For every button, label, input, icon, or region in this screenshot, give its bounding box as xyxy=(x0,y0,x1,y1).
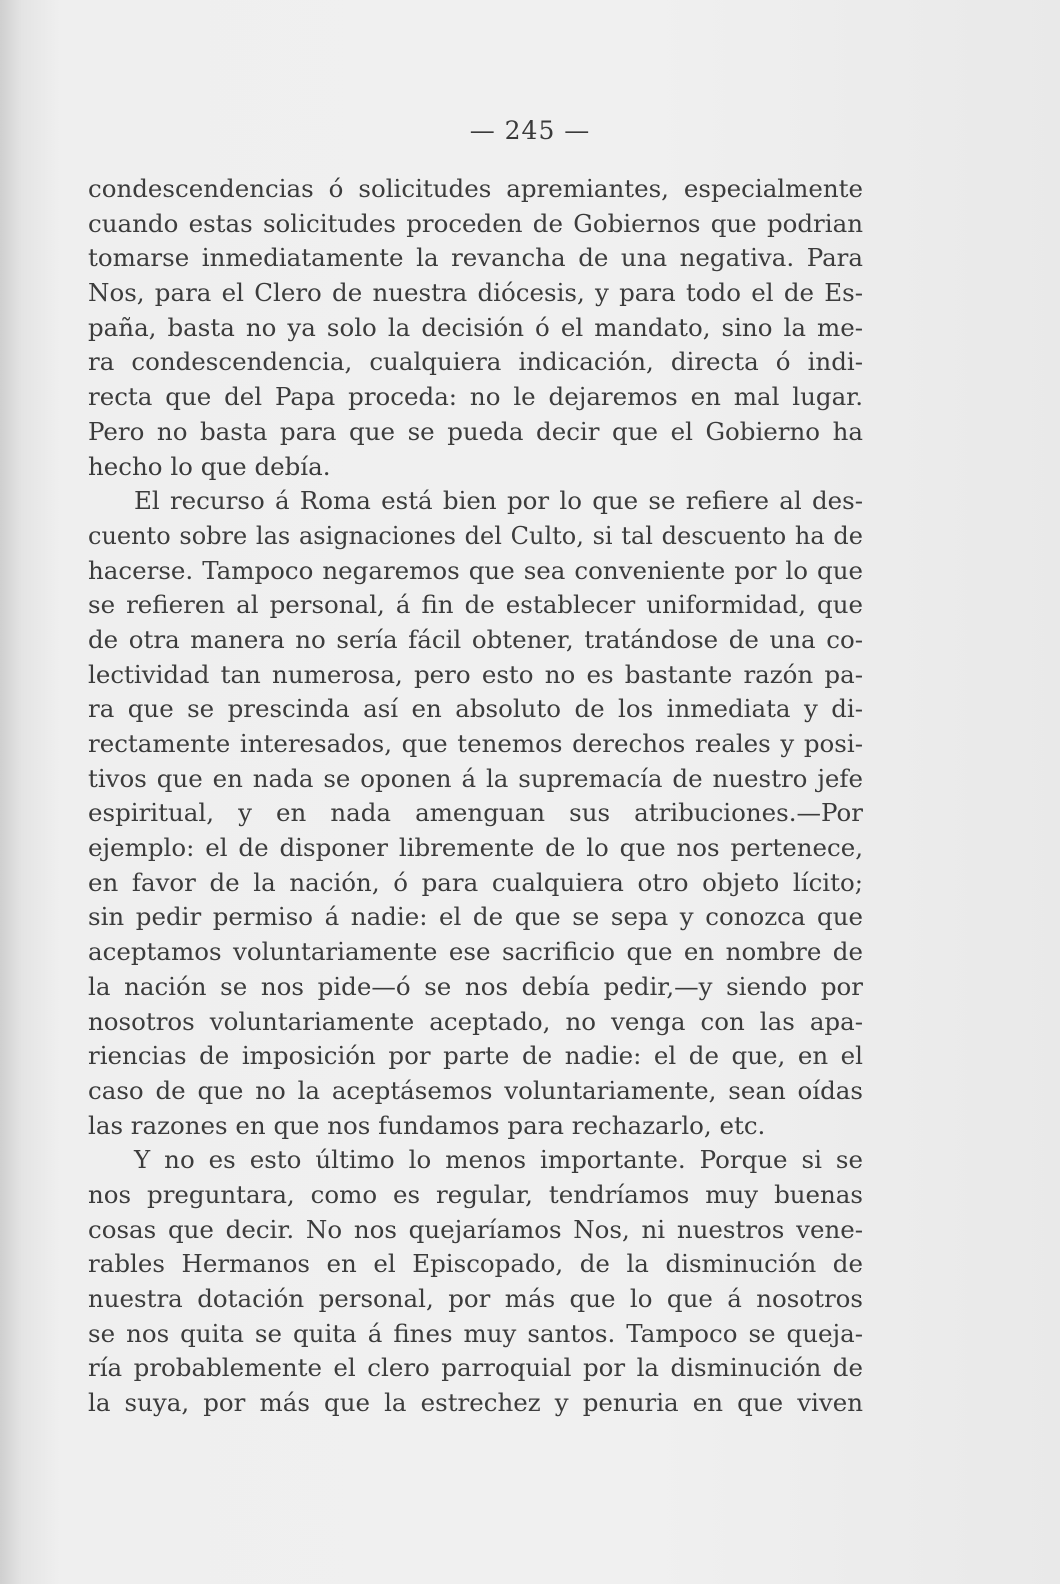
text-line: cuento sobre las asignaciones del Culto, si tal descuento ha de xyxy=(88,521,863,550)
text-line: hecho lo que debía. xyxy=(88,451,331,481)
text-line: condescendencias ó solicitudes apremiantes, especialmente xyxy=(88,174,863,203)
text-line: ría probablemente el clero parroquial por la disminución de xyxy=(88,1353,863,1383)
text-line: nuestra dotación personal, por más que lo que á nosotros xyxy=(88,1284,863,1313)
text-line: tomarse inmediatamente la revancha de una negativa. Para xyxy=(88,243,863,273)
text-line: ejemplo: el de disponer libremente de lo que nos pertenece, xyxy=(88,833,863,863)
text-line: ra que se prescinda así en absoluto de los inmediata y di- xyxy=(88,694,863,724)
text-line: se refieren al personal, á fin de establecer uniformidad, que xyxy=(88,590,863,620)
text-line: Y no es esto último lo menos importante. Porque si se xyxy=(134,1145,863,1175)
text-line: cosas que decir. No nos quejaríamos Nos, ni nuestros vene- xyxy=(88,1214,863,1244)
text-line: la nación se nos pide—ó se nos debía pedir,—y siendo por xyxy=(88,971,863,1001)
text-line: cuando estas solicitudes proceden de Gobiernos que podrian xyxy=(88,208,863,238)
text-line: ra condescendencia, cualquiera indicación, directa ó indi- xyxy=(88,347,863,377)
page-number: — 245 — xyxy=(469,116,591,145)
text-line: tivos que en nada se oponen á la supremacía de nuestro jefe xyxy=(88,763,863,793)
text-line: espiritual, y en nada amenguan sus atribuciones.—Por xyxy=(88,798,863,828)
text-line: caso de que no la aceptásemos voluntariamente, sean oídas xyxy=(88,1075,863,1105)
text-line: las razones en que nos fundamos para rechazarlo, etc. xyxy=(88,1110,766,1140)
text-line: lectividad tan numerosa, pero esto no es bastante razón pa- xyxy=(88,659,863,689)
body-text xyxy=(88,172,863,1421)
text-line: recta que del Papa proceda: no le dejaremos en mal lugar. xyxy=(88,382,863,412)
text-line: se nos quita se quita á fines muy santos. Tampoco se queja- xyxy=(88,1318,863,1348)
text-line: Nos, para el Clero de nuestra diócesis, y para todo el de Es- xyxy=(88,278,863,308)
text-line: en favor de la nación, ó para cualquiera otro objeto lícito; xyxy=(88,867,863,897)
text-line: Pero no basta para que se pueda decir que el Gobierno ha xyxy=(88,416,863,446)
text-line: aceptamos voluntariamente ese sacrificio que en nombre de xyxy=(88,937,863,967)
text-line: El recurso á Roma está bien por lo que se refiere al des- xyxy=(134,486,863,516)
text-line: riencias de imposición por parte de nadie: el de que, en el xyxy=(88,1041,863,1071)
text-line: nos preguntara, como es regular, tendríamos muy buenas xyxy=(88,1179,863,1209)
text-line: nosotros voluntariamente aceptado, no venga con las apa- xyxy=(88,1006,863,1036)
text-line: de otra manera no sería fácil obtener, tratándose de una co- xyxy=(88,624,863,654)
text-line: la suya, por más que la estrechez y penuria en que viven xyxy=(88,1388,863,1418)
text-line: sin pedir permiso á nadie: el de que se sepa y conozca que xyxy=(88,902,863,932)
text-line: hacerse. Tampoco negaremos que sea conveniente por lo que xyxy=(88,555,863,585)
text-line: paña, basta no ya solo la decisión ó el mandato, sino la me- xyxy=(88,312,863,342)
text-line: rectamente interesados, que tenemos derechos reales y posi- xyxy=(88,729,863,758)
text-line: rables Hermanos en el Episcopado, de la disminución de xyxy=(88,1249,863,1279)
